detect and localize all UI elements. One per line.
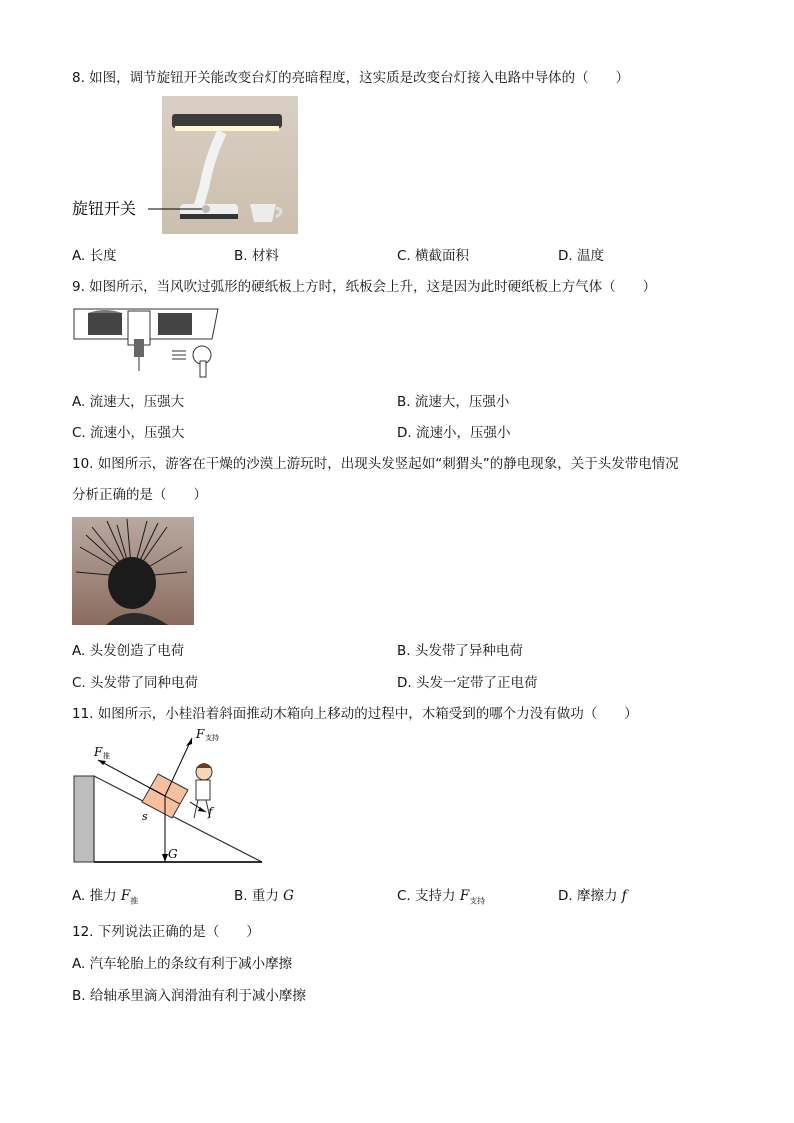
q9-option-d: D. 流速小，压强小 — [397, 425, 511, 441]
q10-option-b: B. 头发带了异种电荷 — [397, 643, 523, 659]
q11-option-a-sub: 推 — [130, 896, 139, 906]
q9-stem: 9. 如图所示，当风吹过弧形的硬纸板上方时，纸板会上升，这是因为此时硬纸板上方气体（ ） — [72, 279, 657, 295]
q11-option-c-text: C. 支持力 — [397, 888, 460, 904]
q10-stem-line2: 分析正确的是（ ） — [72, 487, 207, 503]
q11-option-a-text: A. 推力 — [72, 888, 121, 904]
q10-option-a: A. 头发创造了电荷 — [72, 643, 185, 659]
q11-incline-figure — [72, 726, 268, 868]
q8-option-c: C. 横截面积 — [397, 248, 470, 264]
q11-option-c-symbol: F — [459, 888, 470, 904]
q8-lamp-figure — [72, 96, 298, 234]
q11-option-a — [72, 884, 138, 907]
q8-figure-label: 旋钮开关 — [72, 199, 137, 218]
q12-option-a: A. 汽车轮胎上的条纹有利于减小摩擦 — [72, 956, 293, 972]
q8-option-b: B. 材料 — [234, 248, 279, 264]
q11-option-b-text: B. 重力 — [234, 888, 284, 904]
q10-hair-photo — [72, 517, 194, 625]
q8-option-a: A. 长度 — [72, 248, 117, 264]
q10-option-d: D. 头发一定带了正电荷 — [397, 675, 538, 691]
q8-option-d: D. 温度 — [558, 248, 604, 264]
q11-fig-f-support-sub: 支持 — [205, 734, 219, 742]
q12-option-b: B. 给轴承里滴入润滑油有利于减小摩擦 — [72, 988, 306, 1004]
q11-fig-friction: f — [208, 805, 213, 819]
q10-stem-line1: 10. 如图所示，游客在干燥的沙漠上游玩时，出现头发竖起如“刺猬头”的静电现象，关于头发带电情况 — [72, 456, 679, 472]
q11-option-d-text: D. 摩擦力 — [558, 888, 622, 904]
q11-option-d — [558, 884, 627, 904]
q9-option-a: A. 流速大，压强大 — [72, 394, 185, 410]
q11-option-b — [234, 884, 294, 904]
q11-option-c — [397, 884, 485, 907]
q11-fig-gravity: G — [168, 847, 178, 861]
q9-option-b: B. 流速大，压强小 — [397, 394, 510, 410]
q11-option-a-symbol: F — [120, 888, 131, 904]
q9-option-c: C. 流速小，压强大 — [72, 425, 185, 441]
q11-fig-f-push: F — [94, 745, 103, 759]
q11-fig-f-support: F — [196, 727, 205, 741]
q10-option-c: C. 头发带了同种电荷 — [72, 675, 199, 691]
q9-paperboard-figure — [72, 303, 222, 383]
q11-fig-distance: s — [142, 810, 148, 823]
q11-fig-f-push-sub: 推 — [103, 752, 110, 760]
q8-stem: 8. 如图，调节旋钮开关能改变台灯的亮暗程度，这实质是改变台灯接入电路中导体的（ ） — [72, 70, 630, 86]
q11-option-b-symbol: G — [283, 888, 294, 904]
q11-option-c-sub: 支持 — [469, 896, 486, 906]
q11-option-d-symbol: f — [621, 888, 627, 904]
q12-stem: 12. 下列说法正确的是（ ） — [72, 924, 260, 940]
q11-stem: 11. 如图所示，小桂沿着斜面推动木箱向上移动的过程中，木箱受到的哪个力没有做功（ ） — [72, 706, 638, 722]
